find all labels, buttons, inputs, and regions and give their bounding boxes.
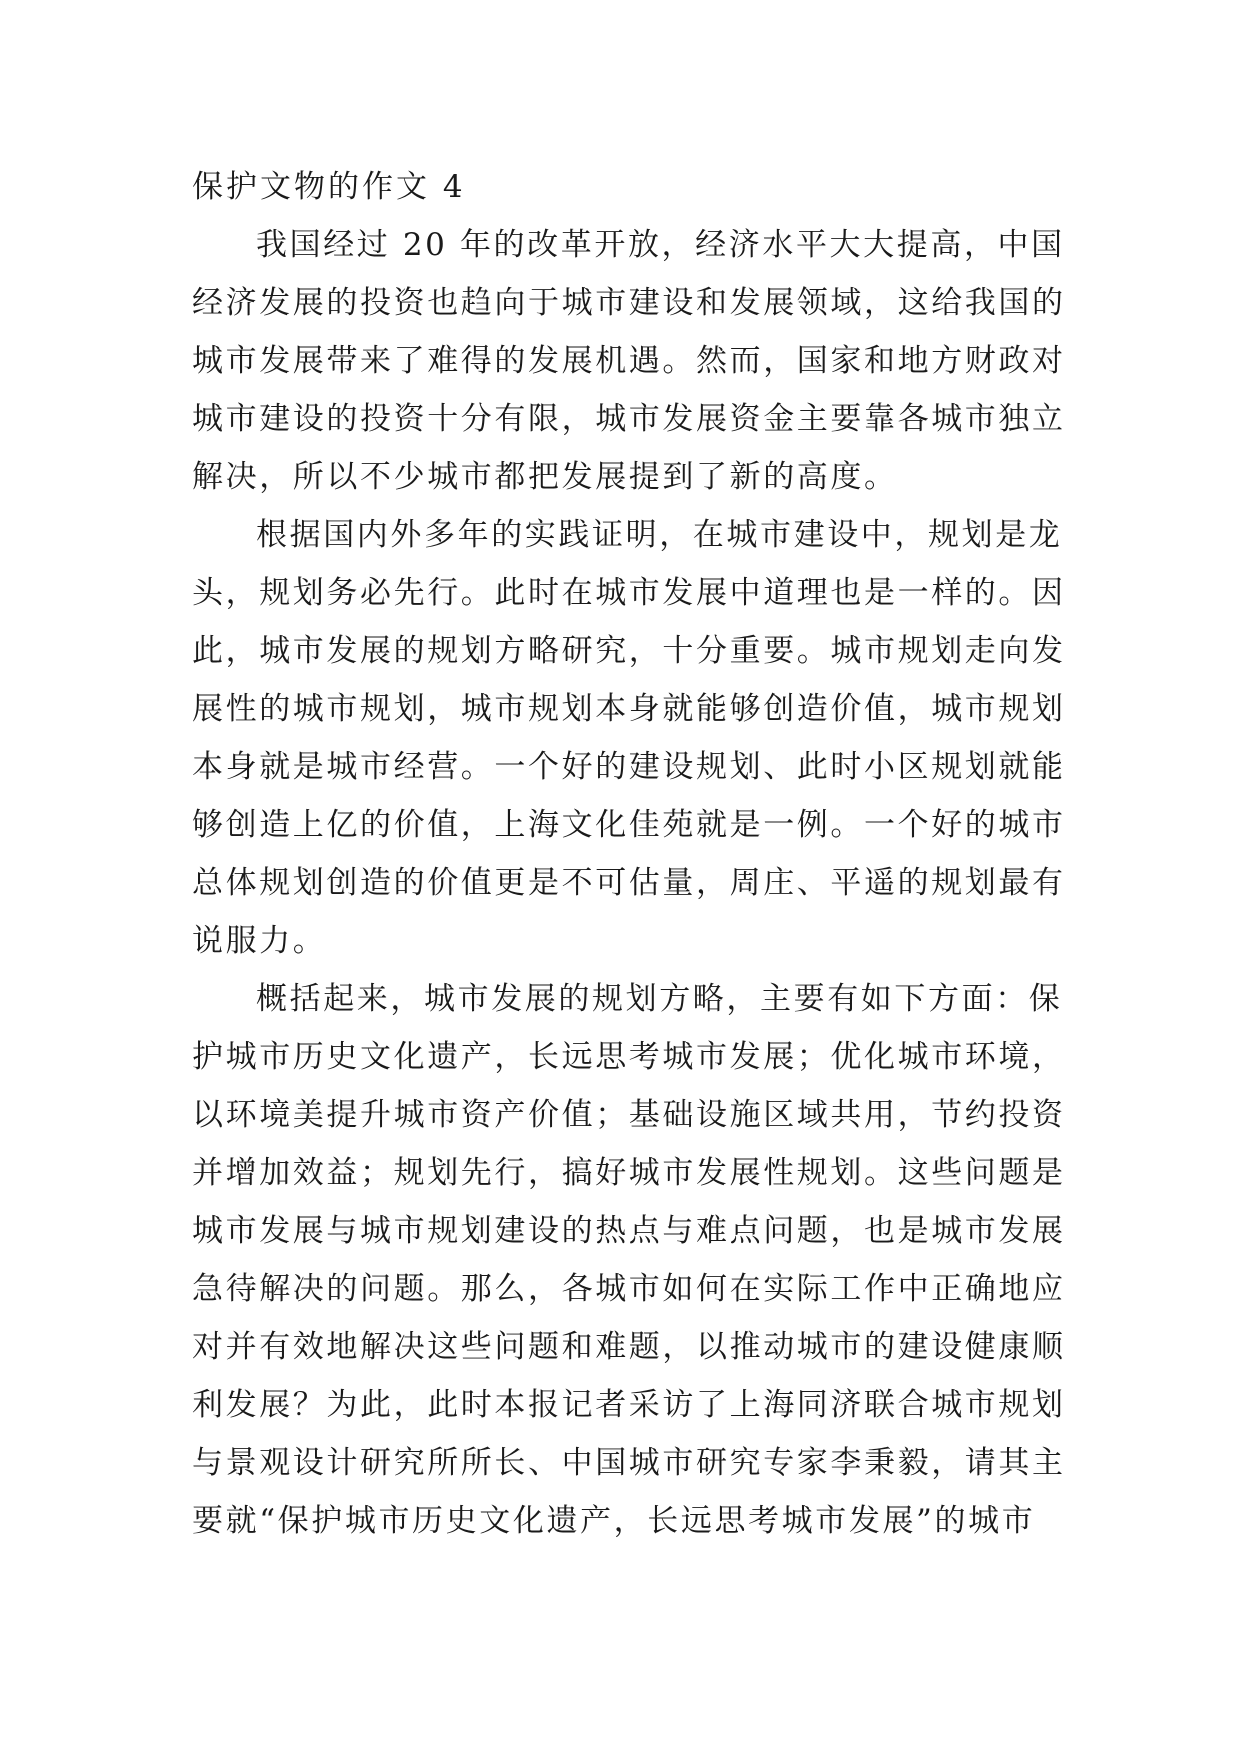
text-line: 总体规划创造的价值更是不可估量，周庄、平遥的规划最有: [192, 865, 1066, 901]
text-line: 说服力。: [192, 923, 327, 959]
paragraph-2: [192, 506, 1066, 970]
document-title: 保护文物的作文 4: [192, 169, 466, 205]
text-line: 概括起来，城市发展的规划方略，主要有如下方面：保: [256, 981, 1063, 1017]
text-line: 护城市历史文化遗产，长远思考城市发展；优化城市环境，: [192, 1039, 1066, 1075]
text-line: 与景观设计研究所所长、中国城市研究专家李秉毅，请其主: [192, 1445, 1066, 1481]
text-line: 城市发展与城市规划建设的热点与难点问题，也是城市发展: [192, 1213, 1066, 1249]
text-line: 要就“保护城市历史文化遗产，长远思考城市发展”的城市: [192, 1503, 1036, 1539]
text-line: 头，规划务必先行。此时在城市发展中道理也是一样的。因: [192, 575, 1066, 611]
text-line: 够创造上亿的价值，上海文化佳苑就是一例。一个好的城市: [192, 807, 1066, 843]
text-line: 展性的城市规划，城市规划本身就能够创造价值，城市规划: [192, 691, 1066, 727]
paragraph-3: [192, 970, 1066, 1550]
text-line: 解决，所以不少城市都把发展提到了新的高度。: [192, 459, 898, 495]
text-line: 以环境美提升城市资产价值；基础设施区域共用，节约投资: [192, 1097, 1066, 1133]
text-line: 对并有效地解决这些问题和难题，以推动城市的建设健康顺: [192, 1329, 1066, 1365]
text-line: 本身就是城市经营。一个好的建设规划、此时小区规划就能: [192, 749, 1066, 785]
text-line: 此，城市发展的规划方略研究，十分重要。城市规划走向发: [192, 633, 1066, 669]
text-line: 城市发展带来了难得的发展机遇。然而，国家和地方财政对: [192, 343, 1066, 379]
text-line: 经济发展的投资也趋向于城市建设和发展领域，这给我国的: [192, 285, 1066, 321]
text-line: 根据国内外多年的实践证明，在城市建设中，规划是龙: [256, 517, 1063, 553]
text-line: 并增加效益；规划先行，搞好城市发展性规划。这些问题是: [192, 1155, 1066, 1191]
document-body: [192, 158, 1066, 1550]
text-line: 我国经过 20 年的改革开放，经济水平大大提高，中国: [256, 227, 1065, 263]
text-line: 急待解决的问题。那么，各城市如何在实际工作中正确地应: [192, 1271, 1066, 1307]
paragraph-1: [192, 216, 1066, 506]
text-line: 利发展？为此，此时本报记者采访了上海同济联合城市规划: [192, 1387, 1066, 1423]
text-line: 城市建设的投资十分有限，城市发展资金主要靠各城市独立: [192, 401, 1066, 437]
